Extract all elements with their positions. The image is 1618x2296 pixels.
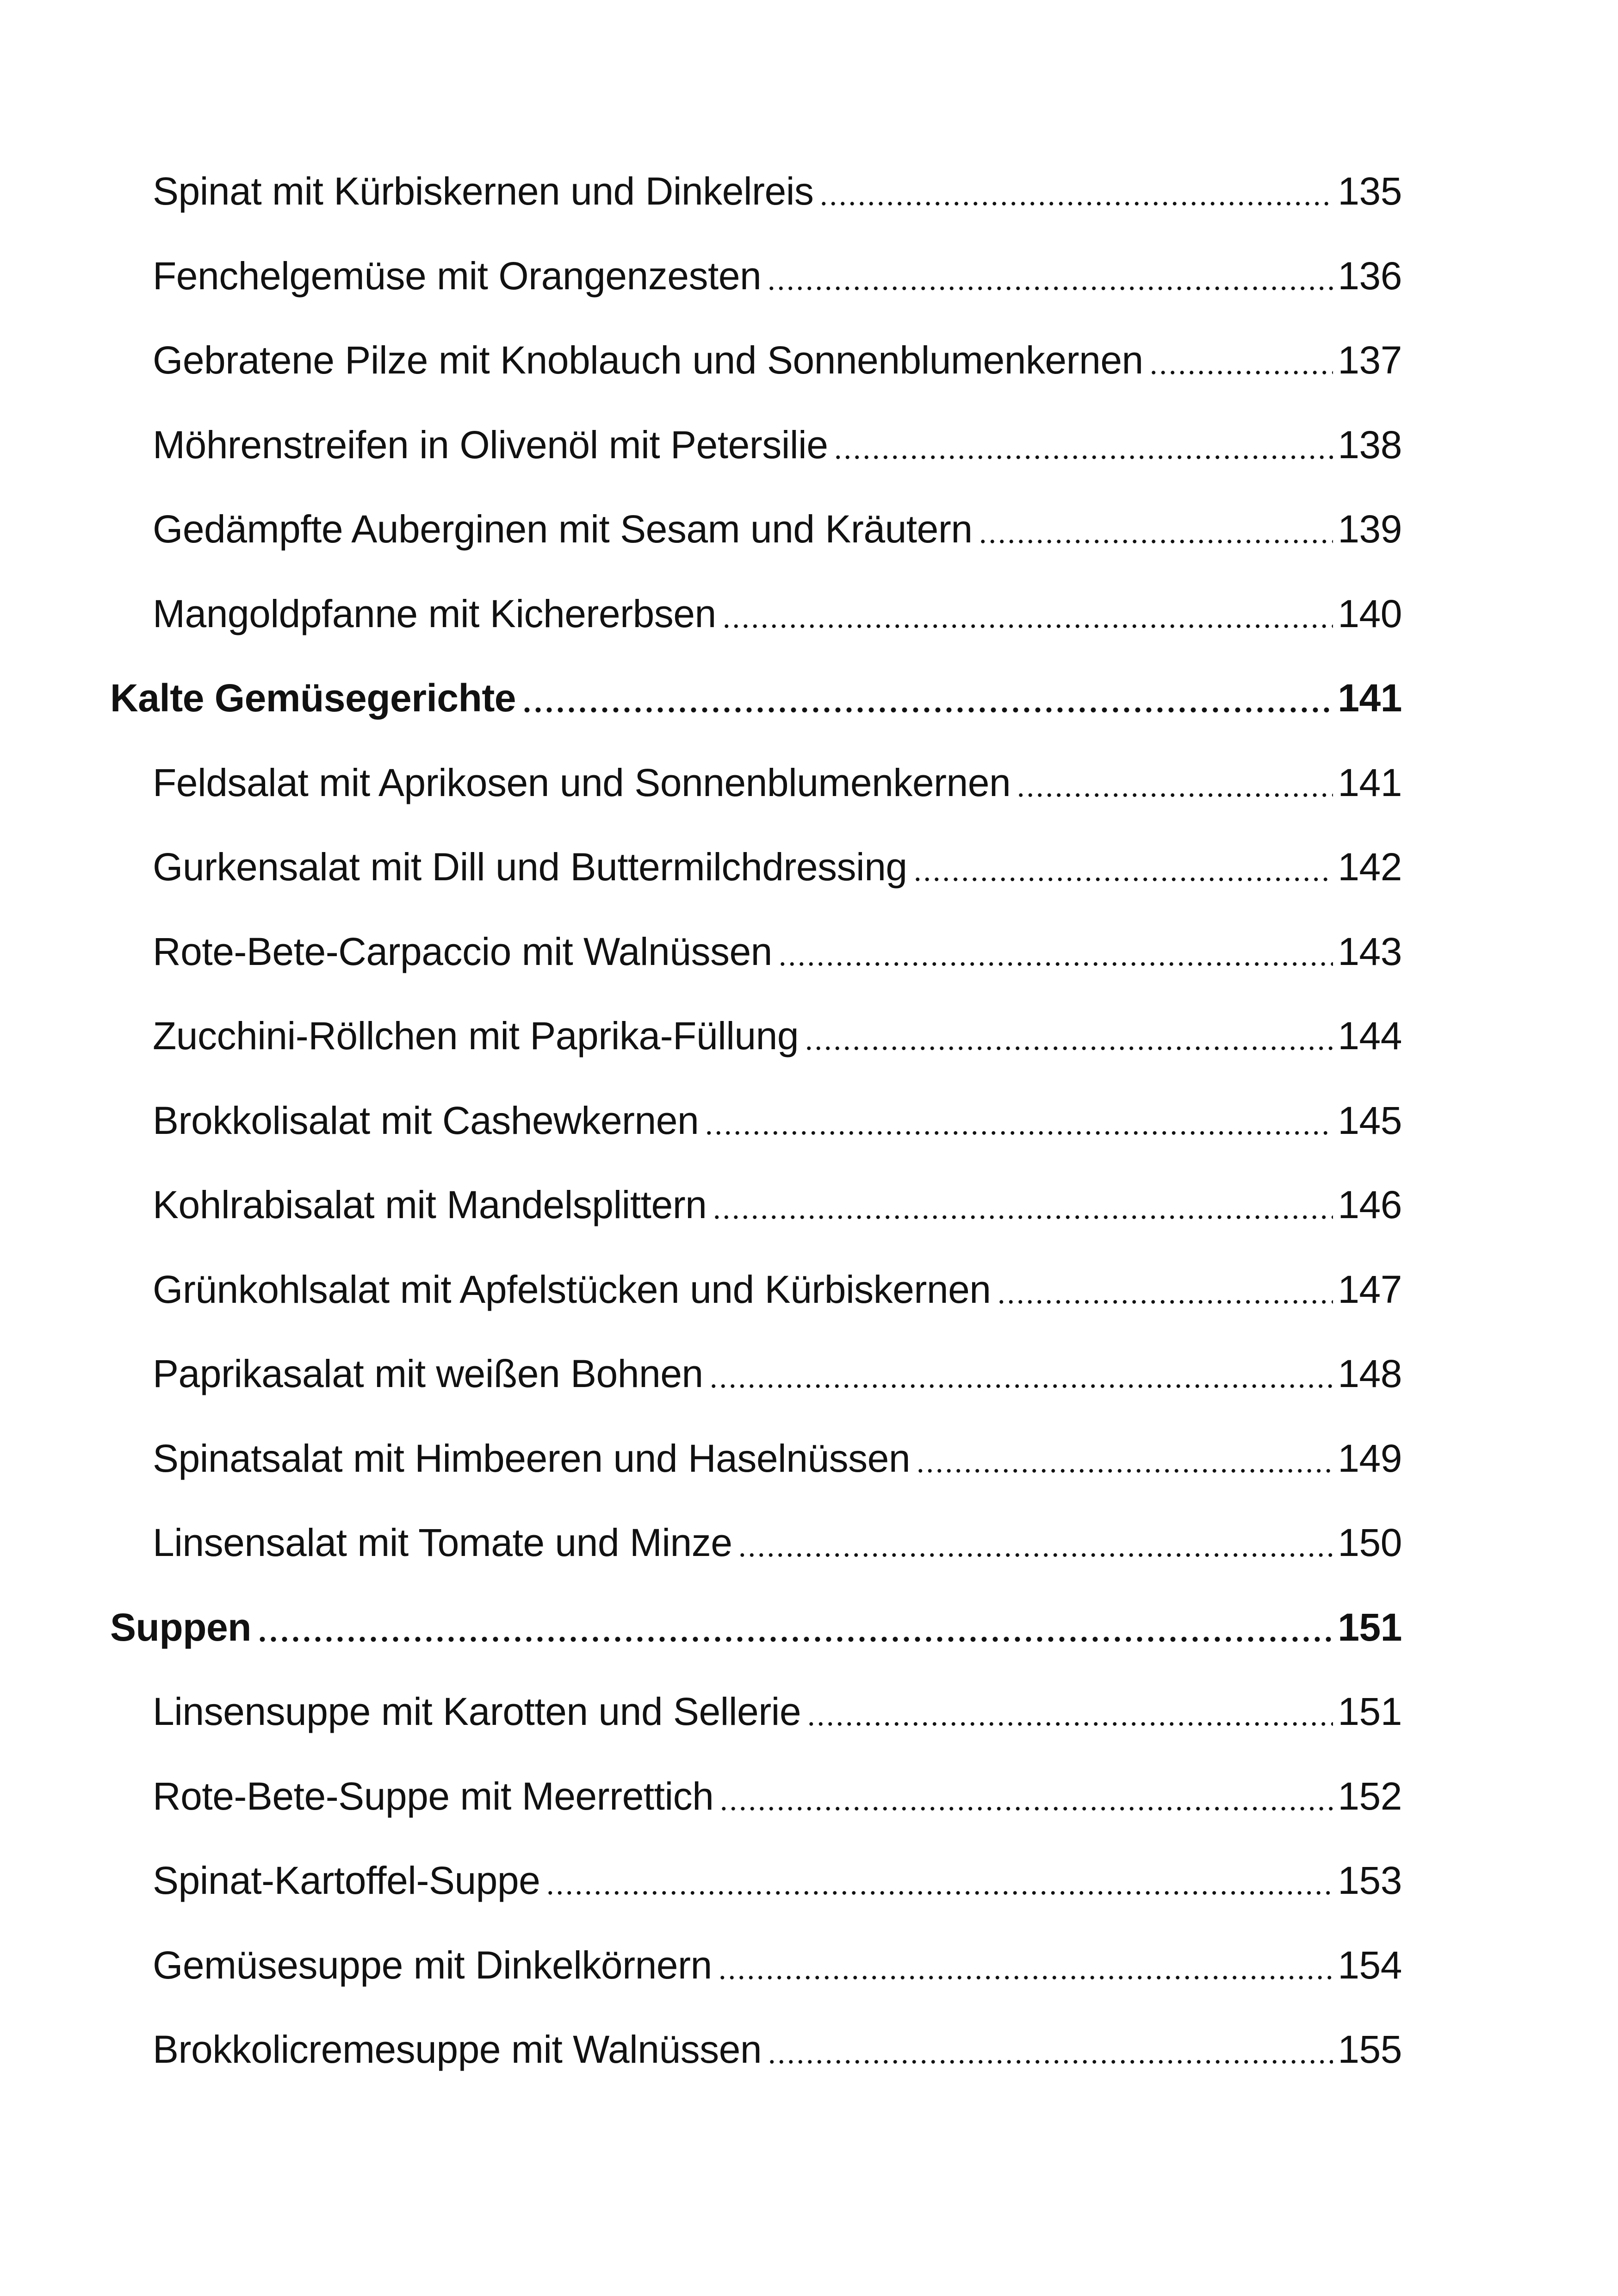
toc-page-number: 153: [1338, 1859, 1402, 1903]
toc-entry: [110, 1754, 1402, 1839]
toc-page-number: 151: [1338, 1605, 1402, 1649]
dot-leader: [1149, 341, 1333, 380]
toc-section-heading: [110, 656, 1402, 740]
toc-page-number: 154: [1338, 1943, 1402, 1987]
dot-leader: [257, 1608, 1333, 1647]
toc-entry-title: Gemüsesuppe mit Dinkelkörnern: [153, 1943, 712, 1987]
toc-entry: [110, 1163, 1402, 1247]
toc-entry: [110, 1078, 1402, 1163]
dot-leader: [916, 1439, 1333, 1478]
toc-entry-title: Gebratene Pilze mit Knoblauch und Sonnenblumenkernen: [153, 338, 1143, 382]
toc-page-number: 147: [1338, 1267, 1402, 1311]
toc-entry-title: Fenchelgemüse mit Orangenzesten: [153, 254, 762, 298]
dot-leader: [767, 2030, 1333, 2069]
toc-entry: [110, 234, 1402, 318]
toc-page-number: 155: [1338, 2028, 1402, 2072]
dot-leader: [521, 678, 1333, 717]
dot-leader: [804, 1016, 1333, 1055]
toc-entry-title: Spinat-Kartoffel-Suppe: [153, 1859, 540, 1903]
dot-leader: [546, 1861, 1333, 1900]
toc-page-number: 146: [1338, 1183, 1402, 1227]
toc-entry: [110, 1838, 1402, 1923]
dot-leader: [1016, 763, 1333, 802]
toc-entry: [110, 1500, 1402, 1585]
dot-leader: [718, 1946, 1333, 1985]
toc-page-number: 138: [1338, 423, 1402, 467]
dot-leader: [978, 510, 1333, 548]
toc-page-number: 141: [1338, 760, 1402, 804]
dot-leader: [704, 1101, 1333, 1140]
dot-leader: [806, 1692, 1333, 1731]
toc-section-heading: [110, 1585, 1402, 1670]
dot-leader: [913, 847, 1333, 886]
dot-leader: [833, 425, 1333, 464]
toc-entry-title: Kohlrabisalat mit Mandelsplittern: [153, 1183, 707, 1227]
dot-leader: [767, 256, 1333, 295]
dot-leader: [997, 1270, 1333, 1309]
toc-entry: [110, 1669, 1402, 1754]
toc-entry-title: Rote-Bete-Suppe mit Meerrettich: [153, 1774, 714, 1818]
dot-leader: [778, 932, 1333, 971]
toc-entry-title: Paprikasalat mit weißen Bohnen: [153, 1352, 703, 1396]
toc-page-number: 144: [1338, 1014, 1402, 1058]
toc-entry: [110, 1923, 1402, 2008]
toc-entry-title: Gurkensalat mit Dill und Buttermilchdressing: [153, 845, 907, 889]
dot-leader: [738, 1523, 1333, 1562]
toc-entry-title: Spinatsalat mit Himbeeren und Haselnüssen: [153, 1436, 911, 1480]
toc-page-number: 145: [1338, 1098, 1402, 1142]
toc-page-number: 136: [1338, 254, 1402, 298]
toc-page-number: 139: [1338, 507, 1402, 551]
toc-page-number: 142: [1338, 845, 1402, 889]
dot-leader: [819, 172, 1333, 211]
toc-entry-title: Kalte Gemüsegerichte: [110, 676, 516, 720]
toc-page-number: 149: [1338, 1436, 1402, 1480]
toc-entry: [110, 740, 1402, 825]
toc-entry-title: Rote-Bete-Carpaccio mit Walnüssen: [153, 929, 772, 973]
toc-entry-title: Mangoldpfanne mit Kichererbsen: [153, 591, 716, 635]
toc-entry: [110, 825, 1402, 909]
toc-entry-title: Spinat mit Kürbiskernen und Dinkelreis: [153, 169, 814, 213]
toc-entry-title: Zucchini-Röllchen mit Paprika-Füllung: [153, 1014, 799, 1058]
toc-entry: [110, 149, 1402, 234]
toc-entry: [110, 403, 1402, 487]
dot-leader: [722, 594, 1333, 633]
toc-page-number: 143: [1338, 929, 1402, 973]
toc-entry: [110, 318, 1402, 403]
toc-entry: [110, 1247, 1402, 1332]
toc-entry: [110, 909, 1402, 994]
toc-page-number: 140: [1338, 591, 1402, 635]
dot-leader: [712, 1185, 1333, 1224]
toc-page-number: 152: [1338, 1774, 1402, 1818]
toc-page-number: 148: [1338, 1352, 1402, 1396]
dot-leader: [719, 1777, 1333, 1816]
toc-entry: [110, 1332, 1402, 1416]
toc-entry-title: Suppen: [110, 1605, 251, 1649]
toc-entry-title: Linsensuppe mit Karotten und Sellerie: [153, 1690, 801, 1734]
toc-page-number: 135: [1338, 169, 1402, 213]
toc-page-number: 151: [1338, 1690, 1402, 1734]
toc-page-number: 137: [1338, 338, 1402, 382]
toc-entry: [110, 487, 1402, 572]
toc-entry-title: Linsensalat mit Tomate und Minze: [153, 1521, 732, 1565]
toc-page-number: 141: [1338, 676, 1402, 720]
toc-entry: [110, 572, 1402, 656]
toc-entry-title: Gedämpfte Auberginen mit Sesam und Kräutern: [153, 507, 973, 551]
toc-entry-title: Möhrenstreifen in Olivenöl mit Petersilie: [153, 423, 828, 467]
toc-entry-title: Feldsalat mit Aprikosen und Sonnenblumenkernen: [153, 760, 1011, 804]
toc-entry-title: Grünkohlsalat mit Apfelstücken und Kürbiskernen: [153, 1267, 991, 1311]
dot-leader: [709, 1354, 1333, 1393]
toc-entry: [110, 994, 1402, 1078]
toc-page-number: 150: [1338, 1521, 1402, 1565]
toc-entry: [110, 1416, 1402, 1501]
toc-entry: [110, 2007, 1402, 2092]
toc-entry-title: Brokkolicremesuppe mit Walnüssen: [153, 2028, 762, 2072]
table-of-contents: [110, 149, 1402, 2092]
toc-entry-title: Brokkolisalat mit Cashewkernen: [153, 1098, 699, 1142]
